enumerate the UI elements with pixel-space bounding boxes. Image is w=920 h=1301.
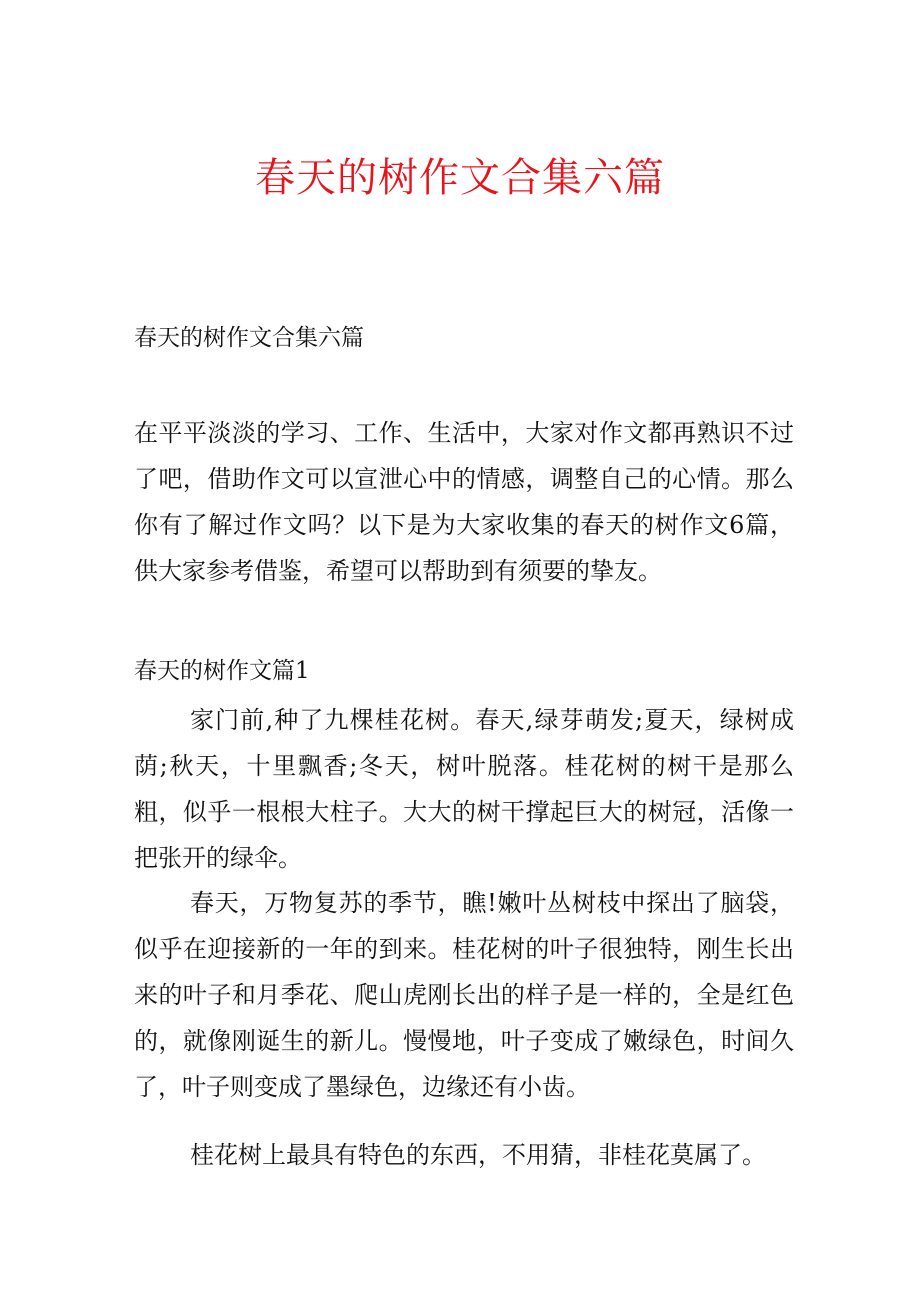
body-paragraph: 家门前,种了九棵桂花树。春天,绿芽萌发;夏天，绿树成荫;秋天，十里飘香;冬天，树叶脱落。桂花树的树干是那么粗，似乎一根根大柱子。大大的树干撑起巨大的树冠，活像一把张开的绿伞。 <box>134 706 794 872</box>
intro-paragraph: 在平平淡淡的学习、工作、生活中，大家对作文都再熟识不过了吧，借助作文可以宣泄心中的情感，调整自己的心情。那么你有了解过作文吗？以下是为大家收集的春天的树作文6篇，供大家参考借鉴，希望可以帮助到有须要的挚友。 <box>134 419 794 585</box>
document-subtitle: 春天的树作文合集六篇 <box>134 325 364 351</box>
body-paragraph: 春天，万物复苏的季节，瞧!嫩叶丛树枝中探出了脑袋，似乎在迎接新的一年的到来。桂花树的叶子很独特，刚生长出来的叶子和月季花、爬山虎刚长出的样子是一样的，全是红色的，就像刚诞生的新儿。慢慢地，叶子变成了嫩绿色，时间久了，叶子则变成了墨绿色，边缘还有小齿。 <box>134 889 794 1101</box>
body-paragraph: 桂花树上最具有特色的东西，不用猜，非桂花莫属了。 <box>190 1141 766 1169</box>
section-heading: 春天的树作文篇1 <box>134 658 310 684</box>
document-title: 春天的树作文合集六篇 <box>255 155 665 201</box>
